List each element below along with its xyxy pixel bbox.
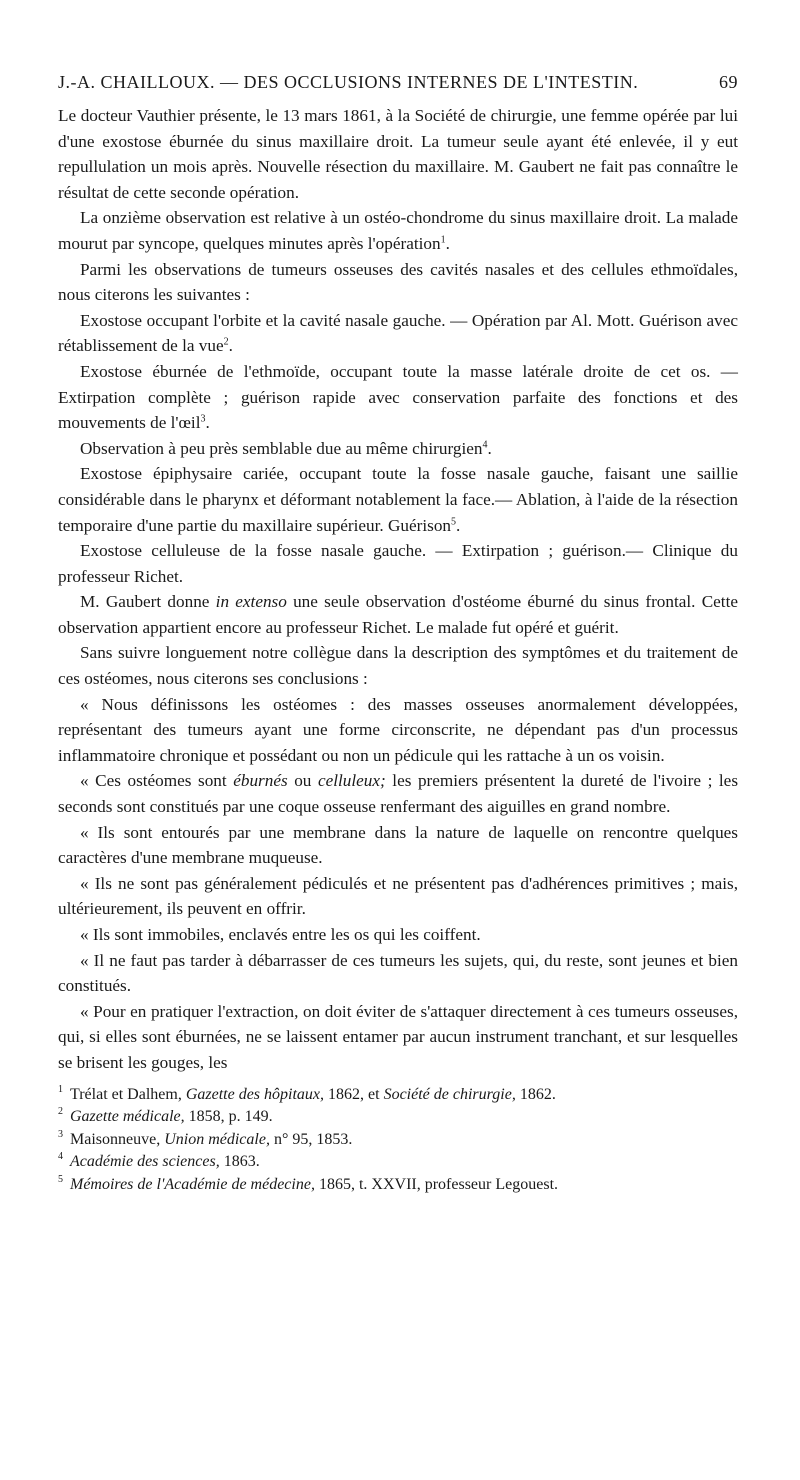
footnote-ref: 4 (482, 438, 488, 450)
paragraph: « Ils ne sont pas généralement pédiculés et ne présentent pas d'adhérences primitives ; mais, ultérieurement, ils peuvent en offrir. (58, 873, 738, 919)
footnote-ref: 2 (223, 336, 229, 348)
footnote-ref: 1 (440, 234, 446, 246)
paragraph: « Nous définissons les ostéomes : des masses osseuses anormalement développées, représentant des tumeurs ayant une forme circonscrite, ne dépendant pas d'un processus inflammatoire chronique et possédant ou non un pédicule qui les rattache à un os voisin. (58, 694, 738, 765)
footnote: 1 Trélat et Dalhem, Gazette des hôpitaux, 1862, et Société de chirurgie, 1862. (58, 1083, 556, 1103)
footnote: 5 Mémoires de l'Académie de médecine, 1865, t. XXVII, professeur Legouest. (58, 1173, 559, 1193)
paragraph: Le docteur Vauthier présente, le 13 mars 1861, à la Société de chirurgie, une femme opérée par lui d'une exostose éburnée du sinus maxillaire droit. La tumeur seule ayant été enlevée, il y eut repullulation un mois après. Nouvelle résection du maxillaire. M. Gaubert ne fait pas connaître le résultat de cette seconde opération. (58, 106, 738, 202)
footnote-ref: 3 (200, 413, 206, 425)
footnotes (58, 1084, 738, 1197)
paragraph: « Ces ostéomes sont éburnés ou celluleux; les premiers présentent la dureté de l'ivoire ; les seconds sont constitués par une coque osseuse renfermant des aiguilles en grand nombre. (58, 771, 739, 817)
paragraph: La onzième observation est relative à un ostéo-chondrome du sinus maxillaire droit. La malade mourut par syncope, quelques minutes après l'opération$^1$. (58, 208, 738, 253)
paragraph: M. Gaubert donne in extenso une seule observation d'ostéome éburné du sinus frontal. Cette observation appartient encore au professeur Richet. Le malade fut opéré et guérit. (58, 592, 738, 637)
footnote-ref: 5 (451, 515, 457, 527)
paragraph: Exostose épiphysaire cariée, occupant toute la fosse nasale gauche, faisant une saillie considérable dans le pharynx et déformant notablement la face.— Ablation, à l'aide de la résection temporaire d'une partie du maxillaire supérieur. Guérison$^5$. (58, 464, 738, 535)
paragraph: Exostose éburnée de l'ethmoïde, occupant toute la masse latérale droite de cet os. — Extirpation complète ; guérison rapide avec conservation parfaite des fonctions et des mouvements de l'œil$^3$. (58, 361, 738, 433)
body-text (58, 103, 738, 1076)
paragraph: Exostose occupant l'orbite et la cavité nasale gauche. — Opération par Al. Mott. Guérison avec rétablissement de la vue$^2$. (58, 310, 738, 356)
header-title: J.-A. CHAILLOUX. — DES OCCLUSIONS INTERNES DE L'INTESTIN. (58, 72, 639, 92)
footnote: 2 Gazette médicale, 1858, p. 149. (58, 1106, 273, 1126)
paragraph: « Il ne faut pas tarder à débarrasser de ces tumeurs les sujets, qui, du reste, sont jeunes et bien constitués. (58, 950, 738, 996)
paragraph: « Ils sont entourés par une membrane dans la nature de laquelle on rencontre quelques caractères d'une membrane muqueuse. (58, 822, 738, 868)
paragraph: Parmi les observations de tumeurs osseuses des cavités nasales et des cellules ethmoïdales, nous citerons les suivantes : (58, 259, 738, 305)
paragraph: « Ils sont immobiles, enclavés entre les os qui les coiffent. (80, 925, 481, 944)
running-head (58, 72, 738, 93)
paragraph: Sans suivre longuement notre collègue dans la description des symptômes et du traitement de ces ostéomes, nous citerons ses conclusions : (58, 643, 738, 689)
footnote: 4 Académie des sciences, 1863. (58, 1151, 260, 1171)
page-number: 69 (719, 72, 738, 92)
paragraph: « Pour en pratiquer l'extraction, on doit éviter de s'attaquer directement à ces tumeurs osseuses, qui, si elles sont éburnées, ne se laissent entamer par aucun instrument tranchant, et sur lesquelles se brisent les gouges, les (58, 1001, 738, 1072)
paragraph: Exostose celluleuse de la fosse nasale gauche. — Extirpation ; guérison.— Clinique du professeur Richet. (58, 541, 738, 586)
paragraph: Observation à peu près semblable due au même chirurgien$^4$. (80, 438, 492, 458)
footnote: 3 Maisonneuve, Union médicale, n° 95, 1853. (58, 1128, 353, 1148)
